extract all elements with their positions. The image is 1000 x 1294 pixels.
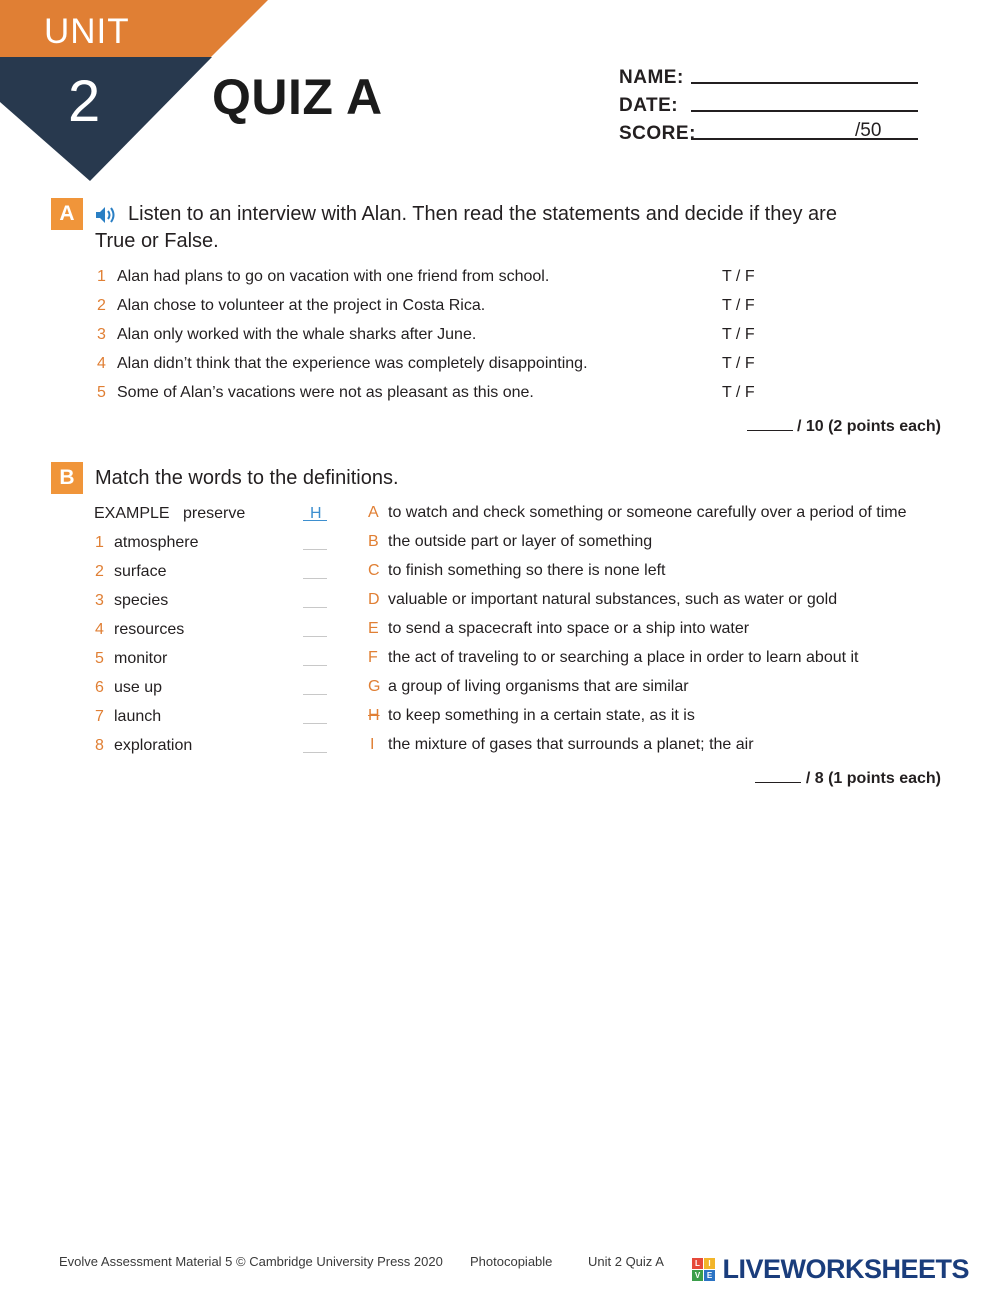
question-text: Alan didn’t think that the experience was completely disappointing. xyxy=(117,355,588,372)
question-text: Alan only worked with the whale sharks after June. xyxy=(117,326,477,343)
definition-text: to watch and check something or someone carefully over a period of time xyxy=(388,504,907,521)
definition-letter: D xyxy=(368,591,380,608)
liveworksheets-logo-text: LIVEWORKSHEETS xyxy=(722,1254,969,1284)
logo-square: V xyxy=(692,1270,703,1281)
true-false-choice[interactable]: T / F xyxy=(722,355,755,372)
name-label: NAME: xyxy=(619,67,684,88)
definition-text: a group of living organisms that are similar xyxy=(388,678,689,695)
word-text: species xyxy=(114,592,169,609)
footer-unit-quiz: Unit 2 Quiz A xyxy=(588,1254,664,1269)
definition-text: the act of traveling to or searching a place in order to learn about it xyxy=(388,649,859,666)
answer-blank[interactable] xyxy=(303,723,327,724)
question-number: 4 xyxy=(97,355,106,372)
unit-number: 2 xyxy=(68,69,101,134)
definition-letter: A xyxy=(368,504,379,521)
section-b-score-blank[interactable] xyxy=(755,782,801,783)
word-number: 2 xyxy=(95,563,104,580)
true-false-choice[interactable]: T / F xyxy=(722,384,755,401)
word-number: 7 xyxy=(95,708,104,725)
word-text: use up xyxy=(114,679,163,696)
definition-text: valuable or important natural substances, such as water or gold xyxy=(388,591,838,608)
section-a-points-text: / 10 (2 points each) xyxy=(796,418,941,435)
definition-letter: I xyxy=(370,736,375,753)
section-b-points xyxy=(755,770,941,788)
score-label: SCORE: xyxy=(619,123,696,144)
name-field[interactable] xyxy=(691,82,918,84)
footer-photocopiable: Photocopiable xyxy=(470,1254,553,1269)
example-answer: H xyxy=(310,505,322,522)
section-a-instruction-line2: True or False. xyxy=(95,230,219,252)
unit-banner-navy xyxy=(0,57,212,181)
score-max: /50 xyxy=(855,120,882,141)
answer-blank[interactable] xyxy=(303,607,327,608)
definition-text: the mixture of gases that surrounds a planet; the air xyxy=(388,736,754,753)
answer-blank[interactable] xyxy=(303,694,327,695)
date-label: DATE: xyxy=(619,95,679,116)
word-number: 8 xyxy=(95,737,104,754)
question-text: Alan had plans to go on vacation with one friend from school. xyxy=(117,268,550,285)
section-a-badge: A xyxy=(51,198,83,230)
section-b-points-text: / 8 (1 points each) xyxy=(805,770,941,787)
question-number: 1 xyxy=(97,268,106,285)
word-number: 3 xyxy=(95,592,104,609)
true-false-choice[interactable]: T / F xyxy=(722,297,755,314)
word-number: 4 xyxy=(95,621,104,638)
word-text: resources xyxy=(114,621,185,638)
question-number: 2 xyxy=(97,297,106,314)
answer-blank[interactable] xyxy=(303,636,327,637)
section-a-points xyxy=(747,418,942,436)
question-text: Some of Alan’s vacations were not as pleasant as this one. xyxy=(117,384,534,401)
quiz-title: QUIZ A xyxy=(212,69,383,125)
answer-blank[interactable] xyxy=(303,549,327,550)
definition-text: to send a spacecraft into space or a ship into water xyxy=(388,620,750,637)
definition-text: the outside part or layer of something xyxy=(388,533,653,550)
section-a-instruction-line1: Listen to an interview with Alan. Then read the statements and decide if they are xyxy=(128,203,837,225)
answer-blank[interactable] xyxy=(303,578,327,579)
speaker-icon[interactable] xyxy=(95,205,119,225)
definition-letter: E xyxy=(368,620,379,637)
definition-text: to keep something in a certain state, as it is xyxy=(388,707,695,724)
section-b-instruction: Match the words to the definitions. xyxy=(95,467,399,489)
true-false-choice[interactable]: T / F xyxy=(722,326,755,343)
word-text: surface xyxy=(114,563,167,580)
definition-text: to finish something so there is none left xyxy=(388,562,666,579)
true-false-choice[interactable]: T / F xyxy=(722,268,755,285)
word-number: 6 xyxy=(95,679,104,696)
logo-square: E xyxy=(704,1270,715,1281)
section-a-score-blank[interactable] xyxy=(747,430,793,431)
word-text: monitor xyxy=(114,650,168,667)
unit-banner-orange xyxy=(0,0,268,58)
unit-label: UNIT xyxy=(44,12,130,51)
liveworksheets-logo[interactable] xyxy=(692,1254,992,1284)
word-text: exploration xyxy=(114,737,193,754)
definition-letter: B xyxy=(368,533,379,550)
example-word: preserve xyxy=(183,505,246,522)
liveworksheets-logo-icon xyxy=(692,1258,715,1281)
definition-letter-used: H xyxy=(368,707,380,724)
word-number: 5 xyxy=(95,650,104,667)
definition-letter: G xyxy=(368,678,381,695)
word-text: atmosphere xyxy=(114,534,199,551)
word-number: 1 xyxy=(95,534,104,551)
answer-blank[interactable] xyxy=(303,665,327,666)
date-field[interactable] xyxy=(691,110,918,112)
definition-letter: F xyxy=(368,649,378,666)
definition-letter: C xyxy=(368,562,380,579)
footer-copyright: Evolve Assessment Material 5 © Cambridge University Press 2020 xyxy=(59,1254,443,1269)
logo-square: L xyxy=(692,1258,703,1269)
answer-blank[interactable] xyxy=(303,752,327,753)
score-field[interactable] xyxy=(691,138,918,140)
example-answer-underline xyxy=(303,520,327,521)
section-b-badge: B xyxy=(51,462,83,494)
logo-square: I xyxy=(704,1258,715,1269)
question-text: Alan chose to volunteer at the project in Costa Rica. xyxy=(117,297,486,314)
question-number: 3 xyxy=(97,326,106,343)
word-text: launch xyxy=(114,708,162,725)
example-label: EXAMPLE xyxy=(94,505,170,522)
question-number: 5 xyxy=(97,384,106,401)
